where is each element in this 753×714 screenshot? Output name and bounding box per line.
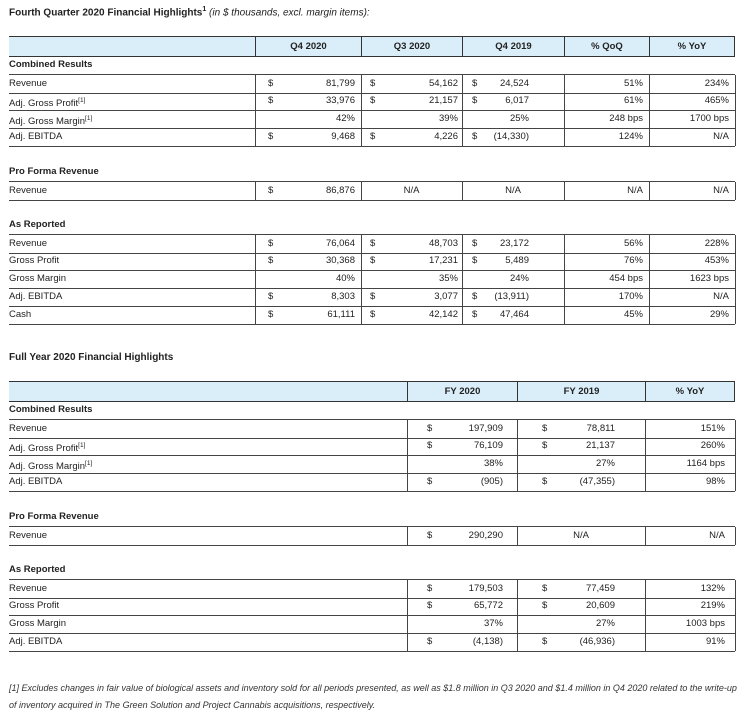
currency-sign: $ bbox=[370, 78, 376, 89]
column-divider bbox=[649, 288, 650, 306]
value-cell: 76,064 bbox=[325, 238, 355, 249]
currency-sign: $ bbox=[268, 185, 274, 196]
column-divider bbox=[361, 128, 362, 146]
yoy-cell: 228% bbox=[704, 238, 729, 249]
row-label-text: Revenue bbox=[9, 185, 48, 196]
footnote-marker: [1] bbox=[78, 97, 86, 104]
column-divider bbox=[361, 235, 362, 253]
value-cell: 42% bbox=[335, 113, 355, 124]
column-divider bbox=[645, 437, 646, 455]
value-cell: 42,142 bbox=[428, 309, 458, 320]
fy-table-header bbox=[9, 381, 735, 402]
row-label-text: Gross Margin bbox=[9, 618, 67, 629]
column-divider bbox=[735, 252, 736, 270]
column-divider bbox=[564, 306, 565, 324]
yoy-cell: 98% bbox=[705, 476, 725, 487]
column-divider bbox=[735, 92, 736, 110]
q4-title-sup: 1 bbox=[202, 6, 207, 13]
column-divider bbox=[517, 580, 518, 598]
row-label bbox=[9, 473, 209, 491]
value-cell: 61,111 bbox=[327, 309, 355, 320]
row-label-text: Cash bbox=[9, 309, 32, 320]
table-row bbox=[9, 270, 735, 289]
value-cell: 77,459 bbox=[585, 583, 615, 594]
value-cell: N/A bbox=[573, 530, 589, 541]
column-divider bbox=[407, 527, 408, 545]
column-divider bbox=[649, 75, 650, 93]
column-divider bbox=[649, 252, 650, 270]
row-label-text: Adj. EBITDA bbox=[9, 131, 63, 142]
value-cell: 17,231 bbox=[428, 255, 458, 266]
value-cell: (905) bbox=[480, 476, 503, 487]
column-divider bbox=[564, 252, 565, 270]
value-cell: 25% bbox=[509, 113, 529, 124]
currency-sign: $ bbox=[370, 255, 376, 266]
column-divider bbox=[407, 597, 408, 615]
table-row bbox=[9, 234, 735, 254]
value-cell: 33,976 bbox=[325, 95, 355, 106]
fy-combined-heading: Combined Results bbox=[9, 404, 93, 415]
currency-sign: $ bbox=[427, 636, 433, 647]
footnote: [1] Excludes changes in fair value of biological assets and inventory sold for all periods presented, as well as $1.8 million in Q3 2020 and $1.4 million in Q4 2020 related to the write-up of inventory acquired in The Green Solution and Project Cannabis acquisitions, respectively. bbox=[9, 683, 737, 710]
q4-table-header bbox=[9, 36, 735, 57]
column-divider bbox=[649, 270, 650, 288]
qoq-cell: 454 bps bbox=[609, 273, 643, 284]
column-divider bbox=[361, 110, 362, 128]
value-cell: 6,017 bbox=[505, 95, 529, 106]
row-label bbox=[9, 455, 209, 473]
value-cell: 54,162 bbox=[428, 78, 458, 89]
row-label-text: Adj. EBITDA bbox=[9, 476, 63, 487]
value-cell: (13,911) bbox=[494, 291, 529, 302]
column-divider bbox=[735, 455, 736, 473]
row-label-text: Gross Profit bbox=[9, 600, 60, 611]
yoy-cell: 151% bbox=[700, 423, 725, 434]
currency-sign: $ bbox=[472, 131, 478, 142]
currency-sign: $ bbox=[370, 238, 376, 249]
qoq-cell: 124% bbox=[618, 131, 643, 142]
yoy-cell: 1700 bps bbox=[689, 113, 729, 124]
q4-title-text: Fourth Quarter 2020 Financial Highlights bbox=[9, 7, 203, 19]
value-cell: 86,876 bbox=[325, 185, 355, 196]
currency-sign: $ bbox=[268, 291, 274, 302]
column-divider bbox=[255, 92, 256, 110]
row-label-text: Revenue bbox=[9, 238, 48, 249]
row-label bbox=[9, 306, 209, 324]
column-divider bbox=[462, 128, 463, 146]
yoy-cell: 1003 bps bbox=[685, 618, 725, 629]
row-label bbox=[9, 597, 209, 615]
currency-sign: $ bbox=[472, 255, 478, 266]
column-divider bbox=[735, 597, 736, 615]
yoy-cell: 1623 bps bbox=[689, 273, 729, 284]
q4-title bbox=[9, 6, 370, 18]
table-row bbox=[9, 306, 735, 325]
value-cell: 65,772 bbox=[473, 600, 503, 611]
column-divider bbox=[361, 252, 362, 270]
column-divider bbox=[735, 437, 736, 455]
currency-sign: $ bbox=[427, 600, 433, 611]
row-label-text: Adj. Gross Margin bbox=[9, 461, 86, 473]
value-cell: (46,936) bbox=[579, 636, 615, 647]
value-cell: 290,290 bbox=[468, 530, 503, 541]
column-divider bbox=[564, 75, 565, 93]
row-label-text: Gross Margin bbox=[9, 273, 67, 284]
row-label-text: Adj. Gross Margin bbox=[9, 116, 86, 128]
currency-sign: $ bbox=[370, 131, 376, 142]
currency-sign: $ bbox=[268, 238, 274, 249]
column-divider bbox=[462, 288, 463, 306]
yoy-cell: N/A bbox=[713, 185, 729, 196]
column-divider bbox=[255, 270, 256, 288]
row-label bbox=[9, 110, 209, 128]
currency-sign: $ bbox=[268, 309, 274, 320]
yoy-cell: N/A bbox=[713, 131, 729, 142]
column-divider bbox=[517, 597, 518, 615]
table-row bbox=[9, 473, 735, 492]
value-cell: 179,503 bbox=[468, 583, 503, 594]
yoy-cell: 91% bbox=[705, 636, 725, 647]
yoy-cell: 465% bbox=[704, 95, 729, 106]
column-divider bbox=[255, 252, 256, 270]
table-row bbox=[9, 615, 735, 634]
q4-col-yoy: % YoY bbox=[649, 37, 735, 56]
yoy-cell: 132% bbox=[700, 583, 725, 594]
column-divider bbox=[564, 270, 565, 288]
column-divider bbox=[462, 92, 463, 110]
currency-sign: $ bbox=[542, 476, 548, 487]
row-label bbox=[9, 75, 209, 93]
column-divider bbox=[361, 75, 362, 93]
column-divider bbox=[255, 110, 256, 128]
column-divider bbox=[517, 633, 518, 651]
value-cell: 21,157 bbox=[428, 95, 458, 106]
footnote-marker: [1] bbox=[85, 460, 93, 467]
column-divider bbox=[564, 288, 565, 306]
value-cell: 23,172 bbox=[499, 238, 529, 249]
currency-sign: $ bbox=[370, 309, 376, 320]
fy-reported-heading: As Reported bbox=[9, 564, 66, 575]
currency-sign: $ bbox=[542, 636, 548, 647]
value-cell: 9,468 bbox=[331, 131, 355, 142]
row-label bbox=[9, 270, 209, 288]
row-label-text: Adj. Gross Profit bbox=[9, 98, 79, 110]
fy-title: Full Year 2020 Financial Highlights bbox=[9, 352, 174, 363]
row-label-text: Adj. EBITDA bbox=[9, 636, 63, 647]
column-divider bbox=[517, 437, 518, 455]
column-divider bbox=[462, 252, 463, 270]
column-divider bbox=[645, 473, 646, 491]
row-label bbox=[9, 580, 209, 598]
value-cell: 20,609 bbox=[585, 600, 615, 611]
column-divider bbox=[564, 182, 565, 200]
currency-sign: $ bbox=[427, 423, 433, 434]
fy-col-fy2019: FY 2019 bbox=[517, 382, 645, 401]
yoy-cell: 29% bbox=[709, 309, 729, 320]
column-divider bbox=[645, 597, 646, 615]
row-label bbox=[9, 252, 209, 270]
value-cell: 4,226 bbox=[434, 131, 458, 142]
column-divider bbox=[735, 110, 736, 128]
column-divider bbox=[649, 306, 650, 324]
column-divider bbox=[517, 420, 518, 438]
table-row bbox=[9, 288, 735, 307]
row-label bbox=[9, 633, 209, 651]
q4-proforma-heading: Pro Forma Revenue bbox=[9, 166, 99, 177]
table-row bbox=[9, 110, 735, 129]
qoq-cell: 45% bbox=[623, 309, 643, 320]
yoy-cell: N/A bbox=[709, 530, 725, 541]
currency-sign: $ bbox=[427, 476, 433, 487]
table-row bbox=[9, 437, 735, 456]
value-cell: 30,368 bbox=[325, 255, 355, 266]
value-cell: N/A bbox=[403, 185, 420, 196]
row-label bbox=[9, 128, 209, 146]
table-row bbox=[9, 252, 735, 271]
column-divider bbox=[462, 75, 463, 93]
table-row bbox=[9, 597, 735, 616]
table-row bbox=[9, 128, 735, 147]
column-divider bbox=[564, 128, 565, 146]
currency-sign: $ bbox=[542, 423, 548, 434]
footnote-marker: [1] bbox=[78, 442, 86, 449]
fy-col-fy2020: FY 2020 bbox=[407, 382, 517, 401]
qoq-cell: 248 bps bbox=[609, 113, 643, 124]
qoq-cell: 76% bbox=[623, 255, 643, 266]
row-label bbox=[9, 182, 209, 200]
row-label-text: Revenue bbox=[9, 583, 48, 594]
column-divider bbox=[255, 75, 256, 93]
currency-sign: $ bbox=[472, 78, 478, 89]
column-divider bbox=[407, 580, 408, 598]
currency-sign: $ bbox=[427, 583, 433, 594]
column-divider bbox=[645, 527, 646, 545]
value-cell: 24% bbox=[509, 273, 529, 284]
column-divider bbox=[645, 633, 646, 651]
qoq-cell: 51% bbox=[623, 78, 643, 89]
yoy-cell: 260% bbox=[700, 440, 725, 451]
q4-col-q4-2020: Q4 2020 bbox=[255, 37, 361, 56]
column-divider bbox=[407, 633, 408, 651]
footnote-marker: [1] bbox=[85, 115, 93, 122]
table-row bbox=[9, 419, 735, 439]
row-label bbox=[9, 437, 209, 455]
table-row bbox=[9, 92, 735, 111]
column-divider bbox=[735, 235, 736, 253]
value-cell: 35% bbox=[438, 273, 458, 284]
q4-combined-heading: Combined Results bbox=[9, 59, 93, 70]
column-divider bbox=[407, 455, 408, 473]
column-divider bbox=[735, 473, 736, 491]
column-divider bbox=[735, 580, 736, 598]
column-divider bbox=[735, 306, 736, 324]
yoy-cell: 219% bbox=[700, 600, 725, 611]
q4-col-qoq: % QoQ bbox=[564, 37, 649, 56]
column-divider bbox=[255, 288, 256, 306]
column-divider bbox=[517, 455, 518, 473]
value-cell: 39% bbox=[438, 113, 458, 124]
yoy-cell: N/A bbox=[713, 291, 729, 302]
yoy-cell: 234% bbox=[704, 78, 729, 89]
column-divider bbox=[517, 615, 518, 633]
column-divider bbox=[735, 75, 736, 93]
currency-sign: $ bbox=[370, 95, 376, 106]
column-divider bbox=[735, 270, 736, 288]
table-row bbox=[9, 74, 735, 94]
q4-col-q3-2020: Q3 2020 bbox=[361, 37, 462, 56]
table-row bbox=[9, 455, 735, 474]
q4-subtitle: (in $ thousands, excl. margin items): bbox=[206, 7, 370, 19]
row-label-text: Gross Profit bbox=[9, 255, 60, 266]
value-cell: 37% bbox=[483, 618, 503, 629]
column-divider bbox=[649, 235, 650, 253]
column-divider bbox=[361, 270, 362, 288]
column-divider bbox=[255, 235, 256, 253]
yoy-cell: 1164 bps bbox=[686, 458, 725, 469]
fy-proforma-heading: Pro Forma Revenue bbox=[9, 511, 99, 522]
value-cell: N/A bbox=[505, 185, 521, 196]
row-label bbox=[9, 615, 209, 633]
value-cell: 38% bbox=[483, 458, 503, 469]
value-cell: 47,464 bbox=[499, 309, 529, 320]
row-label bbox=[9, 235, 209, 253]
value-cell: 5,489 bbox=[505, 255, 529, 266]
column-divider bbox=[361, 92, 362, 110]
row-label bbox=[9, 92, 209, 110]
column-divider bbox=[255, 128, 256, 146]
value-cell: (4,138) bbox=[472, 636, 503, 647]
currency-sign: $ bbox=[268, 95, 274, 106]
currency-sign: $ bbox=[472, 291, 478, 302]
value-cell: 40% bbox=[335, 273, 355, 284]
row-label bbox=[9, 527, 209, 545]
column-divider bbox=[462, 270, 463, 288]
row-label bbox=[9, 420, 209, 438]
column-divider bbox=[735, 633, 736, 651]
value-cell: 8,303 bbox=[331, 291, 355, 302]
value-cell: 3,077 bbox=[434, 291, 458, 302]
qoq-cell: N/A bbox=[627, 185, 643, 196]
value-cell: 24,524 bbox=[499, 78, 529, 89]
row-label bbox=[9, 288, 209, 306]
qoq-cell: 61% bbox=[623, 95, 643, 106]
table-row bbox=[9, 579, 735, 599]
column-divider bbox=[735, 182, 736, 200]
q4-reported-heading: As Reported bbox=[9, 219, 66, 230]
value-cell: (14,330) bbox=[493, 131, 529, 142]
currency-sign: $ bbox=[268, 78, 274, 89]
column-divider bbox=[462, 235, 463, 253]
row-label-text: Adj. EBITDA bbox=[9, 291, 63, 302]
column-divider bbox=[735, 420, 736, 438]
column-divider bbox=[517, 473, 518, 491]
row-label-text: Revenue bbox=[9, 423, 48, 434]
currency-sign: $ bbox=[370, 291, 376, 302]
column-divider bbox=[649, 110, 650, 128]
column-divider bbox=[735, 128, 736, 146]
table-row bbox=[9, 633, 735, 652]
table-row bbox=[9, 181, 735, 201]
value-cell: 76,109 bbox=[473, 440, 503, 451]
column-divider bbox=[735, 527, 736, 545]
currency-sign: $ bbox=[472, 309, 478, 320]
qoq-cell: 56% bbox=[623, 238, 643, 249]
currency-sign: $ bbox=[268, 255, 274, 266]
column-divider bbox=[407, 473, 408, 491]
column-divider bbox=[645, 420, 646, 438]
column-divider bbox=[255, 306, 256, 324]
column-divider bbox=[407, 437, 408, 455]
column-divider bbox=[407, 615, 408, 633]
column-divider bbox=[564, 235, 565, 253]
currency-sign: $ bbox=[472, 238, 478, 249]
value-cell: 27% bbox=[595, 618, 615, 629]
column-divider bbox=[649, 92, 650, 110]
fy-col-yoy: % YoY bbox=[645, 382, 735, 401]
value-cell: 81,799 bbox=[325, 78, 355, 89]
column-divider bbox=[255, 182, 256, 200]
column-divider bbox=[361, 288, 362, 306]
row-label-text: Revenue bbox=[9, 78, 48, 89]
table-row bbox=[9, 526, 735, 546]
currency-sign: $ bbox=[427, 440, 433, 451]
value-cell: 78,811 bbox=[586, 423, 615, 434]
column-divider bbox=[735, 615, 736, 633]
yoy-cell: 453% bbox=[704, 255, 729, 266]
column-divider bbox=[462, 306, 463, 324]
column-divider bbox=[564, 92, 565, 110]
row-label-text: Adj. Gross Profit bbox=[9, 443, 79, 455]
row-label-text: Revenue bbox=[9, 530, 48, 541]
value-cell: 48,703 bbox=[428, 238, 458, 249]
column-divider bbox=[361, 306, 362, 324]
currency-sign: $ bbox=[542, 600, 548, 611]
column-divider bbox=[645, 455, 646, 473]
column-divider bbox=[645, 615, 646, 633]
currency-sign: $ bbox=[472, 95, 478, 106]
q4-col-q4-2019: Q4 2019 bbox=[462, 37, 564, 56]
currency-sign: $ bbox=[542, 440, 548, 451]
column-divider bbox=[735, 288, 736, 306]
value-cell: 197,909 bbox=[468, 423, 503, 434]
column-divider bbox=[645, 580, 646, 598]
qoq-cell: 170% bbox=[618, 291, 643, 302]
currency-sign: $ bbox=[542, 583, 548, 594]
currency-sign: $ bbox=[427, 530, 433, 541]
value-cell: 27% bbox=[595, 458, 615, 469]
column-divider bbox=[462, 110, 463, 128]
currency-sign: $ bbox=[268, 131, 274, 142]
column-divider bbox=[649, 128, 650, 146]
value-cell: (47,355) bbox=[579, 476, 615, 487]
column-divider bbox=[649, 182, 650, 200]
column-divider bbox=[407, 420, 408, 438]
value-cell: 21,137 bbox=[585, 440, 615, 451]
column-divider bbox=[564, 110, 565, 128]
